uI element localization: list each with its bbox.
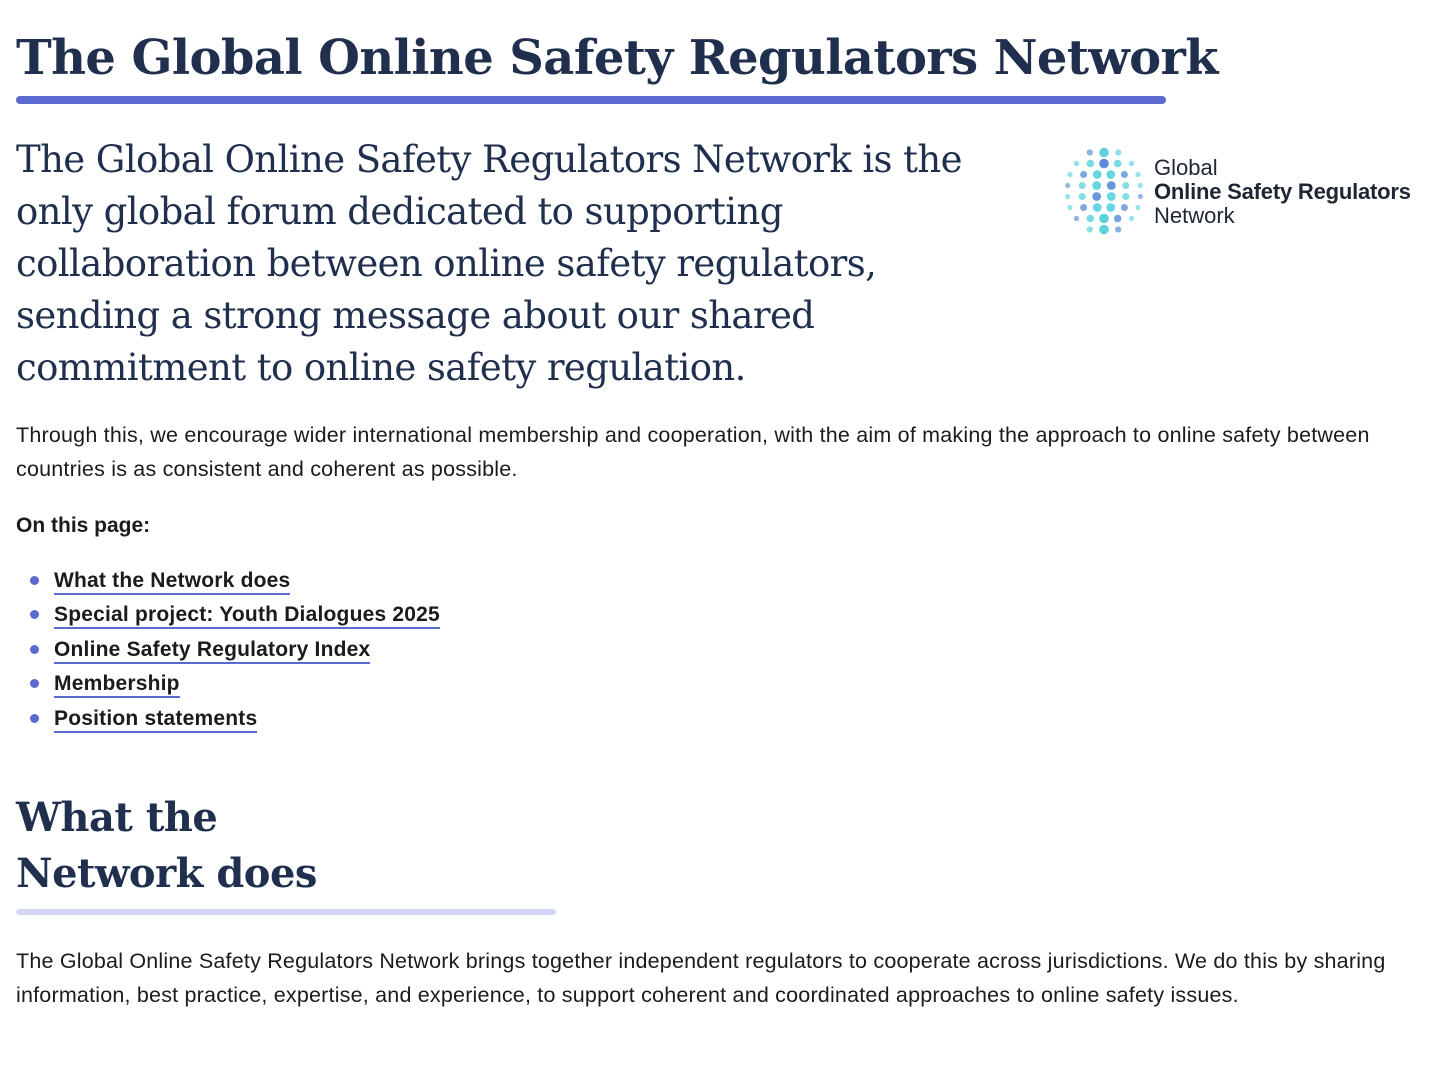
globe-dot (1122, 182, 1129, 189)
section-heading (16, 790, 576, 902)
globe-dot (1093, 170, 1102, 179)
globe-dot (1087, 226, 1093, 232)
list-item (30, 601, 440, 635)
globe-dot (1129, 161, 1134, 166)
globe-dot (1129, 216, 1134, 221)
bullet-icon (30, 576, 39, 585)
toc-link-position-statements[interactable]: Position statements (54, 707, 257, 733)
logo-line-osr: Online Safety Regulators (1154, 179, 1411, 204)
globe-dot (1087, 160, 1095, 168)
toc-link-youth-dialogues[interactable]: Special project: Youth Dialogues 2025 (54, 603, 440, 629)
globe-dot (1099, 148, 1109, 158)
logo-line-network: Network (1154, 203, 1235, 228)
intro-paragraph: Through this, we encourage wider international membership and cooperation, with the aim of making the approach to online safety between countries is as consistent and coherent as possible. (16, 423, 1370, 481)
lead-paragraph: The Global Online Safety Regulators Network is the only global forum dedicated to supporting collaboration between online safety regulators, sending a strong message about our shared commitment to online safety regulation. (16, 138, 962, 389)
globe-dot (1115, 149, 1121, 155)
gosrn-logo (1062, 142, 1442, 242)
globe-dot (1135, 172, 1140, 177)
globe-dot (1115, 226, 1121, 232)
globe-dot (1106, 203, 1115, 212)
globe-dot (1106, 170, 1115, 179)
globe-dot (1067, 172, 1072, 177)
globe-dot (1079, 193, 1086, 200)
globe-dot (1065, 183, 1070, 188)
title-underline (16, 96, 1166, 104)
bullet-icon (30, 679, 39, 688)
list-item (30, 705, 440, 739)
globe-dot (1135, 205, 1140, 210)
toc-link-membership[interactable]: Membership (54, 672, 180, 698)
bullet-icon (30, 610, 39, 619)
list-item (30, 636, 440, 670)
globe-dot (1099, 225, 1109, 235)
toc-link-what-network-does[interactable]: What the Network does (54, 569, 290, 595)
section-heading-line2: Network does (16, 850, 317, 897)
logo-line-global: Global (1154, 155, 1218, 180)
section-underline (16, 909, 556, 915)
globe-dot (1080, 204, 1087, 211)
globe-dot (1099, 214, 1109, 224)
globe-dot (1093, 203, 1102, 212)
list-item (30, 567, 440, 601)
globe-dot (1079, 182, 1086, 189)
on-this-page-label: On this page: (16, 514, 151, 537)
section-body-paragraph: The Global Online Safety Regulators Network brings together independent regulators to cooperate across jurisdictions. We do this by sharing information, best practice, expertise, and experience, to support coherent and coordinated approaches to online safety issues. (16, 949, 1386, 1007)
toc-link-regulatory-index[interactable]: Online Safety Regulatory Index (54, 638, 370, 664)
logo-wordmark (1154, 156, 1411, 228)
globe-dot (1114, 160, 1122, 168)
globe-dot (1138, 194, 1143, 199)
globe-dot (1138, 183, 1143, 188)
globe-dot (1092, 181, 1101, 190)
globe-dot (1092, 192, 1101, 201)
section-heading-line1: What the (16, 794, 218, 841)
globe-dot (1065, 194, 1070, 199)
globe-dot (1121, 171, 1128, 178)
globe-dot (1099, 159, 1109, 169)
globe-dot (1114, 215, 1122, 223)
page-title: The Global Online Safety Regulators Network (16, 30, 1218, 86)
bullet-icon (30, 645, 39, 654)
globe-dot (1087, 215, 1095, 223)
list-item (30, 670, 440, 704)
globe-dot (1087, 149, 1093, 155)
globe-dot (1074, 216, 1079, 221)
globe-dot (1122, 193, 1129, 200)
globe-dot (1107, 181, 1116, 190)
on-this-page-list (30, 567, 440, 739)
globe-dot (1074, 161, 1079, 166)
globe-dot (1107, 192, 1116, 201)
bullet-icon (30, 714, 39, 723)
globe-dot (1080, 171, 1087, 178)
globe-dot (1121, 204, 1128, 211)
dotted-globe-icon (1062, 142, 1146, 240)
globe-dot (1067, 205, 1072, 210)
